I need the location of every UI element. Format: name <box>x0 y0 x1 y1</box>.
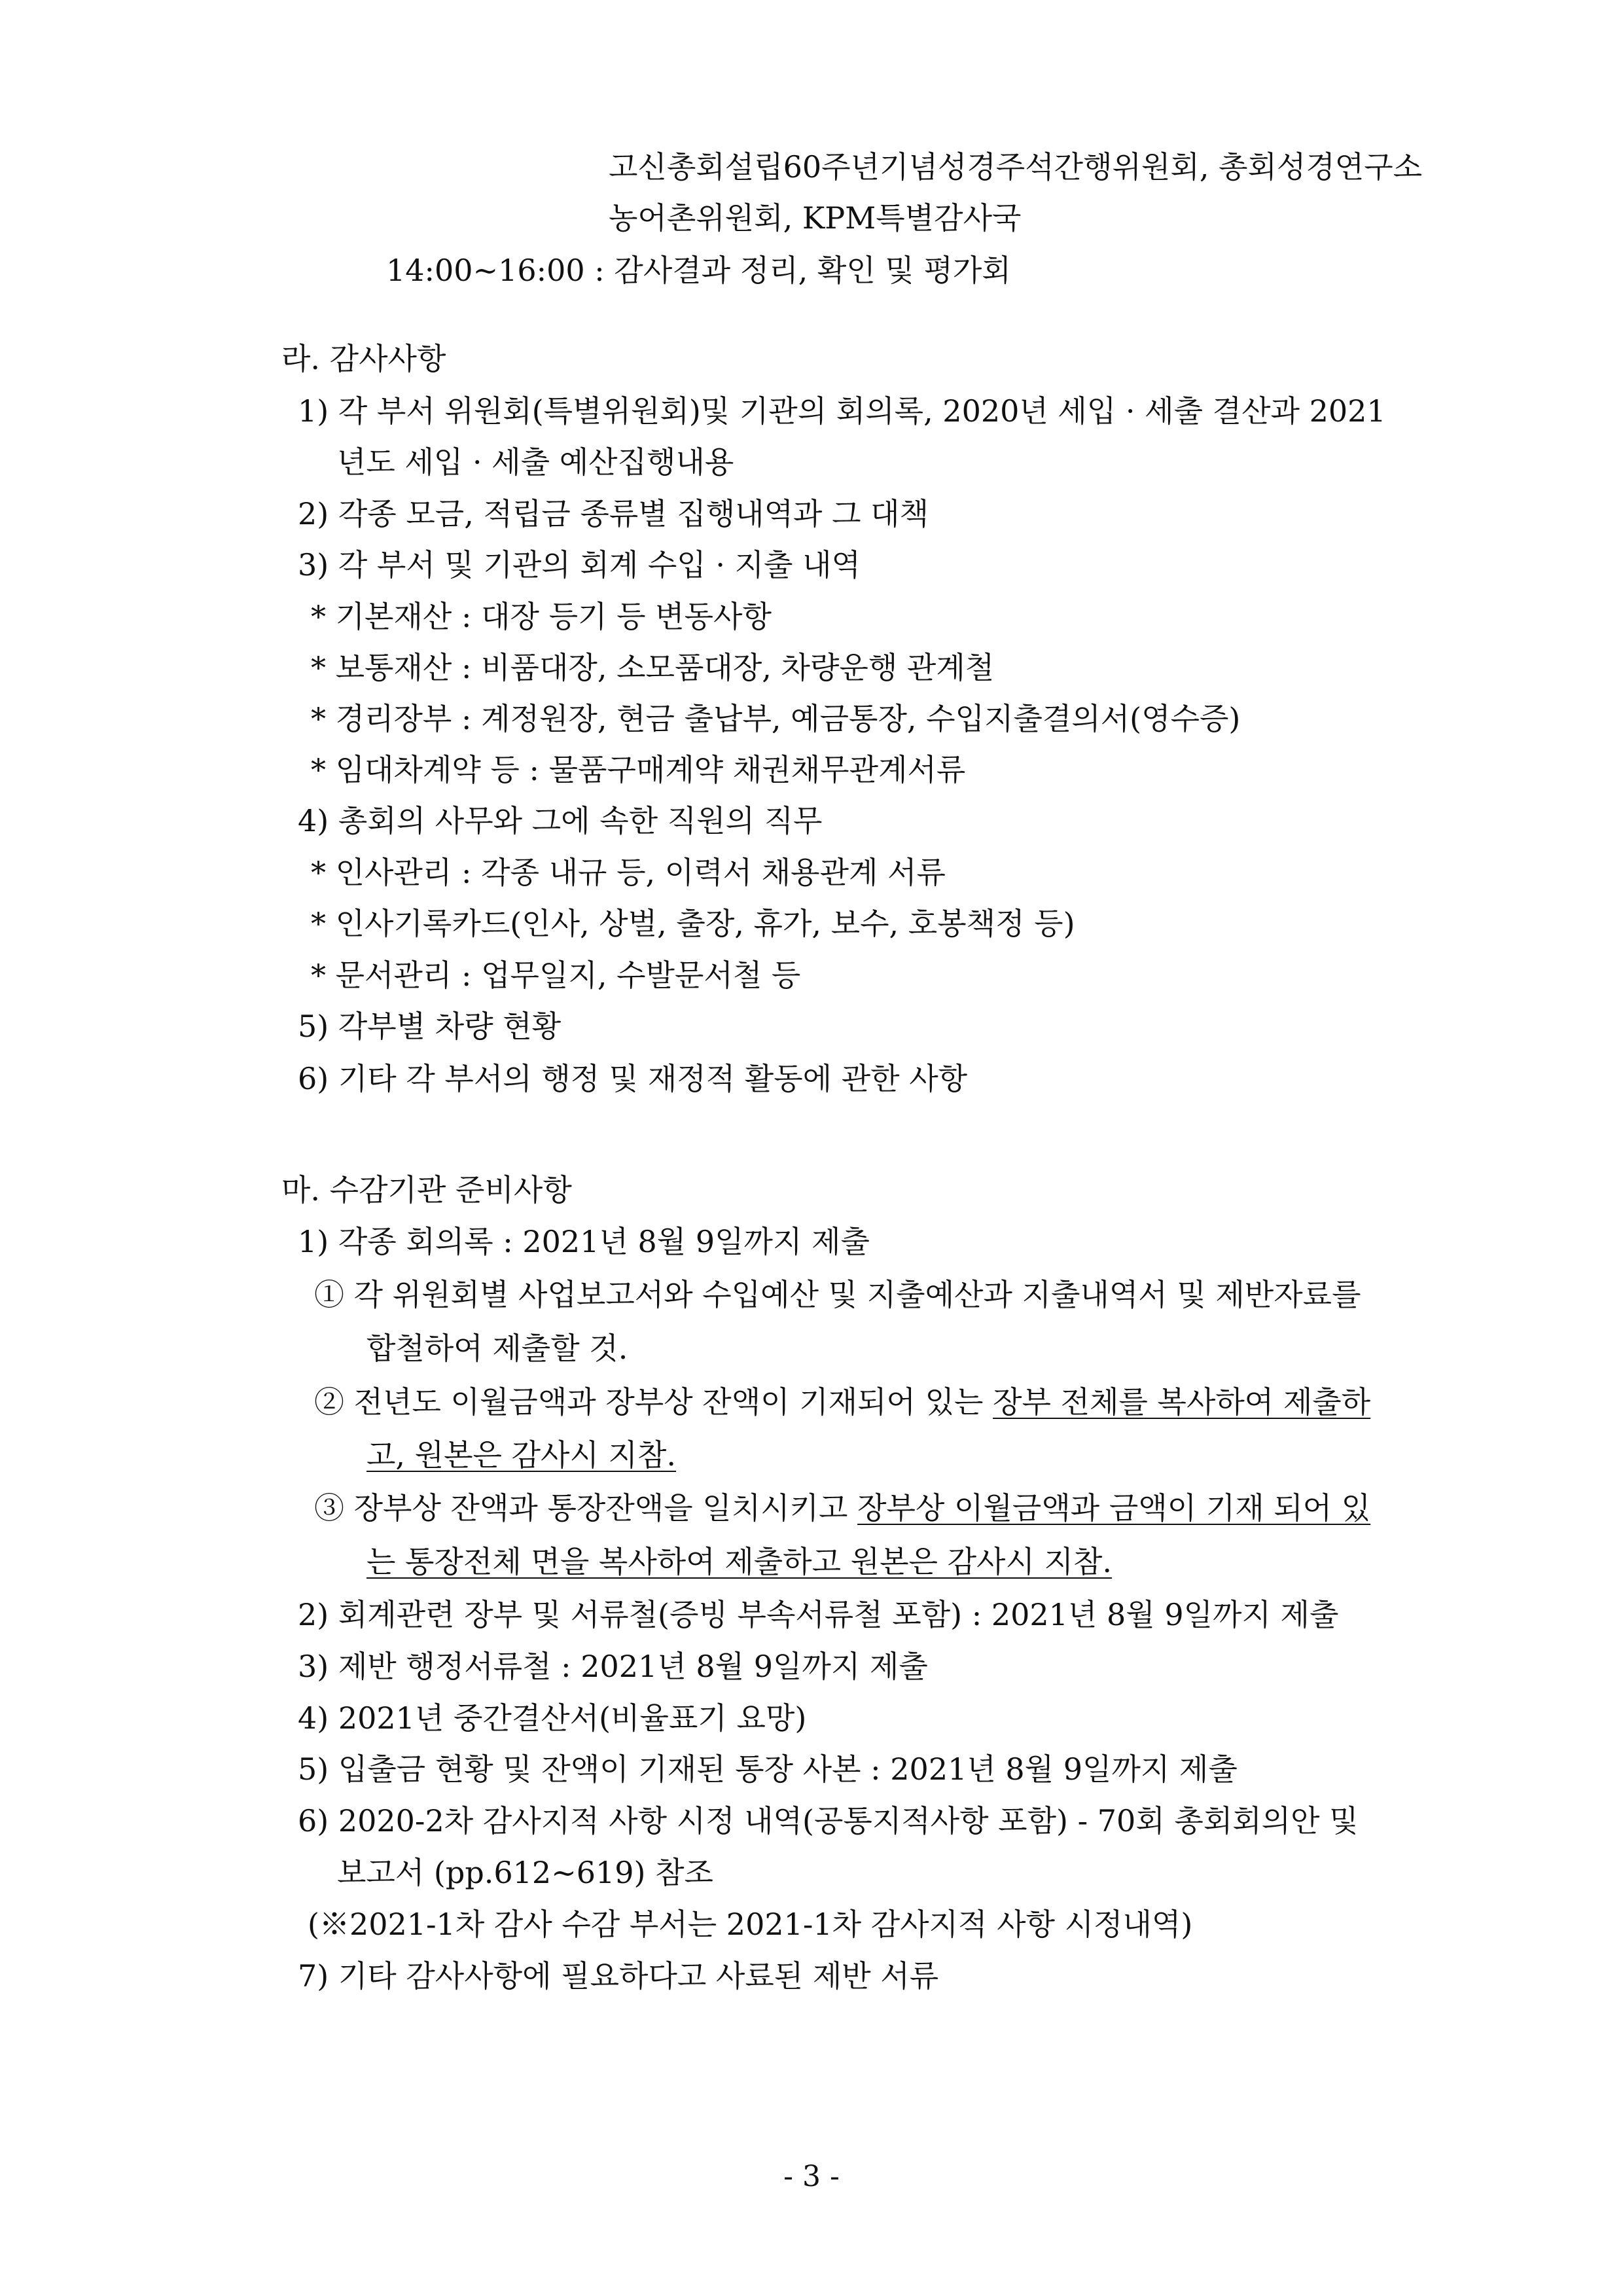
section-ma-item6-note: (※2021-1차 감사 수감 부서는 2021-1차 감사지적 사항 시정내역) <box>308 1907 1193 1942</box>
section-ra-item3: 3) 각 부서 및 기관의 회계 수입 · 지출 내역 <box>298 547 861 583</box>
section-ra-item3-sub1: * 기본재산 : 대장 등기 등 변동사항 <box>311 599 772 634</box>
section-ma-circle3-line2 <box>366 1542 1112 1581</box>
section-ma-item5: 5) 입출금 현황 및 잔액이 기재된 통장 사본 : 2021년 8월 9일까지 제출 <box>298 1751 1238 1787</box>
section-ra-item3-sub3: * 경리장부 : 계정원장, 현금 출납부, 예금통장, 수입지출결의서(영수증) <box>311 701 1241 736</box>
section-ma-item2: 2) 회계관련 장부 및 서류철(증빙 부속서류철 포함) : 2021년 8월 9일까지 제출 <box>298 1597 1339 1632</box>
circle3-underlined-text: 장부상 이월금액과 금액이 기재 되어 있 <box>857 1490 1371 1526</box>
section-ma-item1: 1) 각종 회의록 : 2021년 8월 9일까지 제출 <box>298 1224 870 1259</box>
header-line-3: 14:00~16:00 : 감사결과 정리, 확인 및 평가회 <box>386 253 1011 288</box>
section-ra-item4-sub2: * 인사기록카드(인사, 상벌, 출장, 휴가, 보수, 호봉책정 등) <box>311 906 1075 941</box>
section-ma-item6-line1: 6) 2020-2차 감사지적 사항 시정 내역(공통지적사항 포함) - 70회 총회회의안 및 <box>298 1803 1359 1839</box>
section-ra-title: 라. 감사사항 <box>281 341 446 376</box>
section-ra-item2: 2) 각종 모금, 적립금 종류별 집행내역과 그 대책 <box>298 496 929 531</box>
section-ra-item6: 6) 기타 각 부서의 행정 및 재정적 활동에 관한 사항 <box>298 1061 968 1096</box>
section-ma-title: 마. 수감기관 준비사항 <box>281 1172 572 1208</box>
section-ra-item3-sub2: * 보통재산 : 비품대장, 소모품대장, 차량운행 관계철 <box>311 650 995 685</box>
section-ma-circle1-line2: 합철하여 제출할 것. <box>366 1331 628 1366</box>
circle2-plain-text: ② 전년도 이월금액과 장부상 잔액이 기재되어 있는 <box>314 1384 993 1420</box>
section-ra-item5: 5) 각부별 차량 현황 <box>298 1009 562 1044</box>
header-line-1: 고신총회설립60주년기념성경주석간행위원회, 총회성경연구소 <box>609 149 1423 185</box>
section-ma-circle2-line1 <box>314 1382 1370 1422</box>
circle2-underlined-text: 장부 전체를 복사하여 제출하 <box>993 1384 1371 1420</box>
circle3-underlined-continuation: 는 통장전체 면을 복사하여 제출하고 원본은 감사시 지참. <box>366 1544 1113 1579</box>
section-ra-item1-line1: 1) 각 부서 위원회(특별위원회)및 기관의 회의록, 2020년 세입 · 세출 결산과 2021 <box>298 393 1386 429</box>
circle3-plain-text: ③ 장부상 잔액과 통장잔액을 일치시키고 <box>314 1490 858 1526</box>
section-ra-item4-sub3: * 문서관리 : 업무일지, 수발문서철 등 <box>311 958 801 993</box>
section-ra-item4-sub1: * 인사관리 : 각종 내규 등, 이력서 채용관계 서류 <box>311 855 946 890</box>
section-ra-item4: 4) 총회의 사무와 그에 속한 직원의 직무 <box>298 803 823 838</box>
header-line-2: 농어촌위원회, KPM특별감사국 <box>609 200 1022 236</box>
section-ma-circle1-line1: ① 각 위원회별 사업보고서와 수입예산 및 지출예산과 지출내역서 및 제반자료를 <box>314 1277 1361 1312</box>
section-ma-item3: 3) 제반 행정서류철 : 2021년 8월 9일까지 제출 <box>298 1649 928 1684</box>
section-ma-circle3-line1 <box>314 1488 1370 1528</box>
circle2-underlined-continuation: 고, 원본은 감사시 지참. <box>366 1437 677 1473</box>
section-ma-item6-line2: 보고서 (pp.612~619) 참조 <box>337 1855 713 1890</box>
section-ma-circle2-line2 <box>366 1435 676 1475</box>
section-ma-item4: 4) 2021년 중간결산서(비율표기 요망) <box>298 1700 807 1736</box>
page-number: - 3 - <box>783 2160 840 2193</box>
section-ma-item7: 7) 기타 감사사항에 필요하다고 사료된 제반 서류 <box>298 1958 939 1994</box>
section-ra-item1-line2: 년도 세입 · 세출 예산집행내용 <box>337 444 734 480</box>
section-ra-item3-sub4: * 임대차계약 등 : 물품구매계약 채권채무관계서류 <box>311 752 966 787</box>
